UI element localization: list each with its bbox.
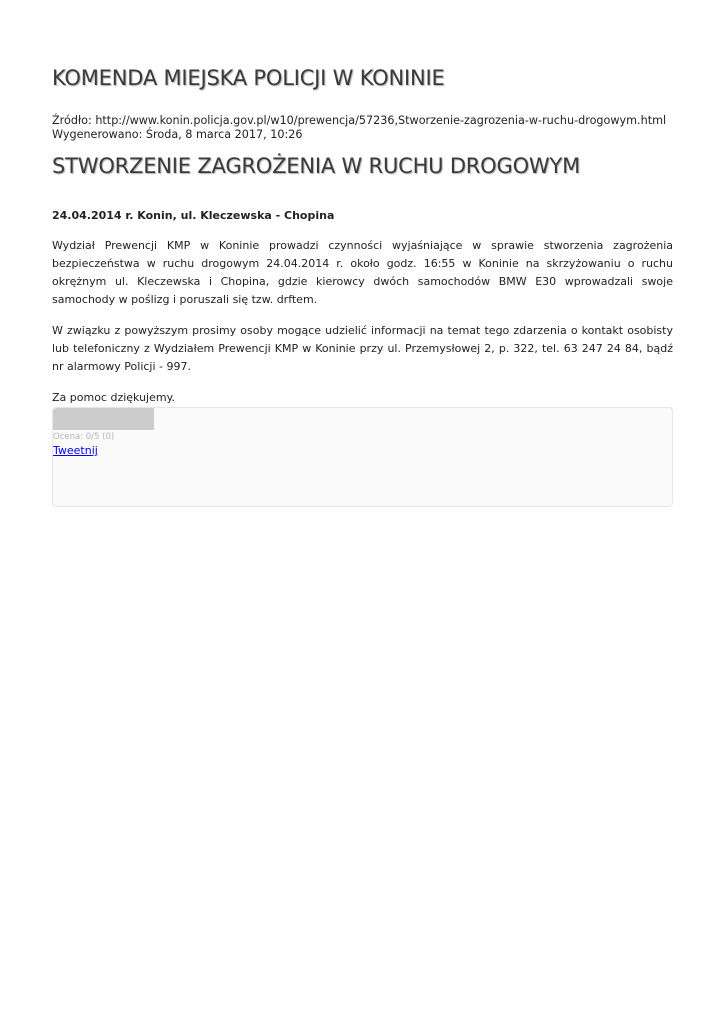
tweet-link[interactable]: Tweetnij [53,444,98,457]
generated-line [52,128,666,142]
rating-stars-bar[interactable] [53,408,154,430]
article-paragraph: W związku z powyższym prosimy osoby mogące udzielić informacji na temat tego zdarzenia o kontakt osobisty lub telefoniczny z Wydziałem Prewencji KMP w Koninie przy ul. Przemysłowej 2, p. 322, tel. 63 247 24 84, bądź nr alarmowy Policji - 997. [52,324,673,373]
rating-text: Ocena: 0/5 (0) [53,432,115,442]
article-paragraph: Za pomoc dziękujemy. [52,391,176,404]
rating-box [52,407,673,507]
source-label: Źródło: [52,114,92,127]
article-content [52,237,673,420]
article-title: STWORZENIE ZAGROŻENIA W RUCHU DROGOWYM [52,154,581,178]
site-title: KOMENDA MIEJSKA POLICJI W KONINIE [52,66,445,90]
article-paragraph: Wydział Prewencji KMP w Koninie prowadzi czynności wyjaśniające w sprawie stworzenia zagrożenia bezpieczeństwa w ruchu drogowym 24.04.2014 r. około godz. 16:55 w Koninie na skrzyżowaniu o ruchu okrężnym ul. Kleczewska i Chopina, gdzie kierowcy dwóch samochodów BMW E30 wprowadzali swoje samochody w poślizg i poruszali się tzw. drftem. [52,239,673,306]
generated-date: Środa, 8 marca 2017, 10:26 [145,128,303,141]
generated-label: Wygenerowano: [52,128,143,141]
article-lead: 24.04.2014 r. Konin, ul. Kleczewska - Chopina [52,209,335,222]
document-meta [52,114,666,142]
source-line [52,114,666,128]
source-url: http://www.konin.policja.gov.pl/w10/prewencja/57236,Stworzenie-zagrozenia-w-ruchu-drogowym.html [95,114,667,127]
